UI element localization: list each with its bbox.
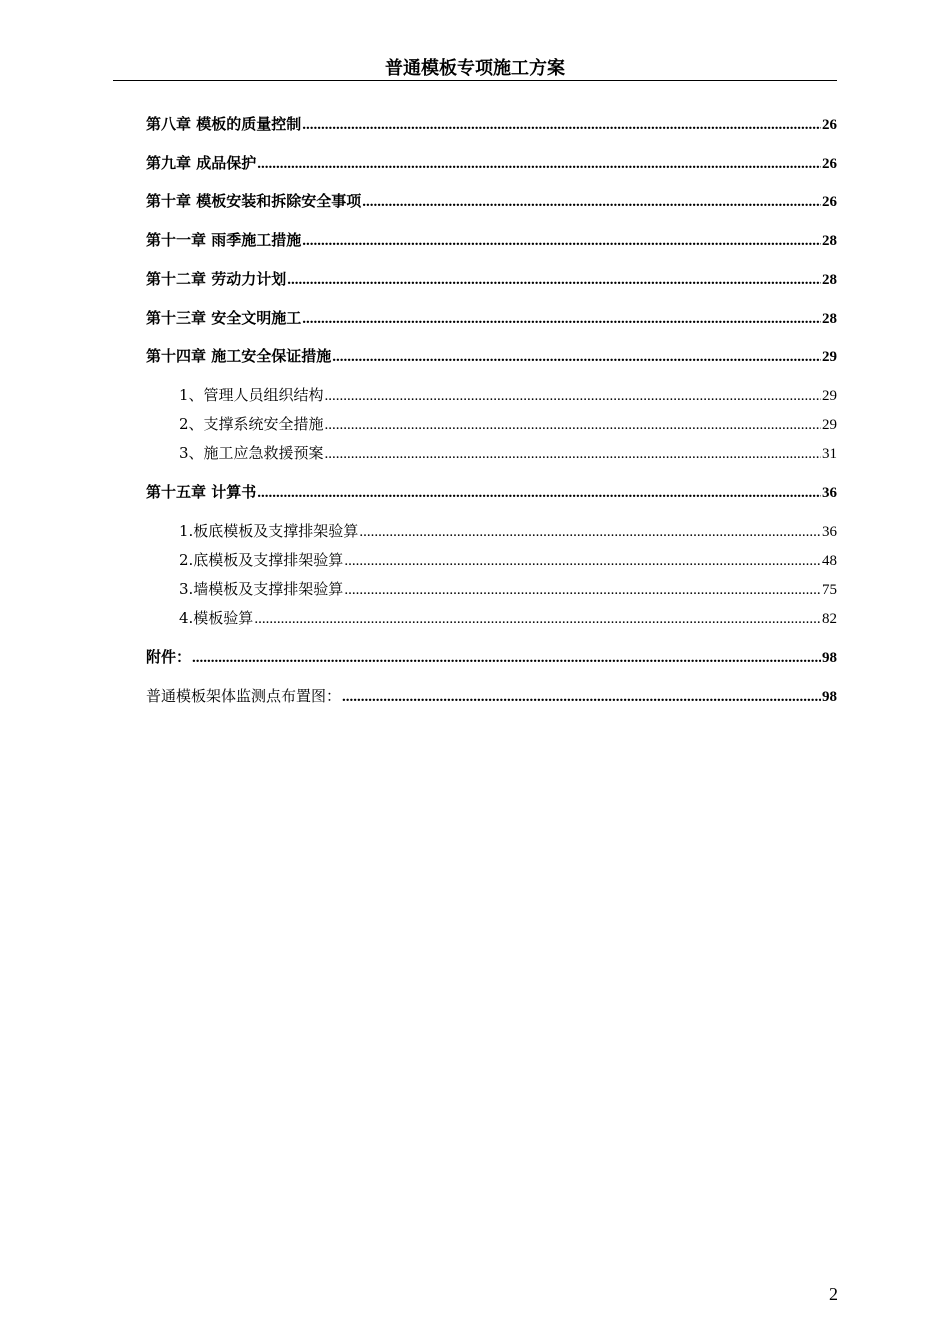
toc-entry-page: 26 [822,156,837,172]
toc-entry-page: 26 [822,117,837,133]
toc-entry [146,190,837,212]
toc-entry-label: 第八章 模板的质量控制 [146,115,302,133]
toc-entry-label: 第十四章 施工安全保证措施 [146,347,332,365]
toc-entry [146,481,837,503]
toc-dot-leader [325,414,821,435]
toc-dot-leader [325,443,821,464]
toc-entry-page: 82 [822,611,837,627]
toc-entry-label: 附件： [146,648,192,666]
toc-entry-label: 第十二章 劳动力计划 [146,270,287,288]
toc-entry [146,229,837,251]
toc-entry [146,268,837,290]
toc-entry [179,607,837,629]
toc-entry-label: 普通模板架体监测点布置图： [146,687,342,705]
toc-entry-label: 1.板底模板及支撑排架验算 [179,522,359,540]
toc-entry-page: 75 [822,582,837,598]
toc-entry-page: 31 [822,446,837,462]
toc-dot-leader [332,346,821,367]
page-header-title: 普通模板专项施工方案 [385,58,565,79]
toc-entry-label: 4.模板验算 [179,609,254,627]
toc-entry [179,520,837,542]
toc-dot-leader [302,114,821,135]
toc-dot-leader [302,308,821,329]
toc-entry-page: 29 [822,417,837,433]
toc-dot-leader [287,269,821,290]
toc-entry-label: 2、支撑系统安全措施 [179,415,324,433]
toc-dot-leader [254,608,821,629]
toc-entry-page: 29 [822,349,837,365]
toc-dot-leader [325,385,821,406]
toc-entry-label: 3、施工应急救援预案 [179,444,324,462]
toc-entry-page: 26 [822,194,837,210]
toc-entry-page: 36 [822,485,837,501]
toc-dot-leader [257,482,821,503]
toc-entry [146,646,837,668]
toc-dot-leader [344,579,821,600]
toc-entry-page: 28 [822,311,837,327]
toc-dot-leader [362,191,821,212]
toc-dot-leader [342,686,821,707]
toc-entry-page: 98 [822,650,837,666]
toc-entry-label: 第九章 成品保护 [146,154,257,172]
toc-entry [146,307,837,329]
toc-entry-label: 第十三章 安全文明施工 [146,309,302,327]
toc-entry [179,549,837,571]
toc-entry-page: 48 [822,553,837,569]
toc-entry [146,152,837,174]
toc-entry [179,442,837,464]
toc-entry-page: 28 [822,272,837,288]
toc-dot-leader [257,153,821,174]
toc-entry [179,578,837,600]
toc-entry-label: 1、管理人员组织结构 [179,386,324,404]
toc-entry-label: 2.底模板及支撑排架验算 [179,551,344,569]
toc-entry [179,413,837,435]
toc-entry-label: 第十五章 计算书 [146,483,257,501]
toc-entry [146,113,837,135]
toc-entry [146,345,837,367]
toc-entry-label: 第十一章 雨季施工措施 [146,231,302,249]
toc-dot-leader [302,230,821,251]
toc-entry-label: 第十章 模板安装和拆除安全事项 [146,192,362,210]
toc-entry [146,685,837,707]
toc-entry-page: 36 [822,524,837,540]
toc-dot-leader [344,550,821,571]
toc-entry-label: 3.墙模板及支撑排架验算 [179,580,344,598]
toc-dot-leader [359,521,821,542]
toc-entry-page: 98 [822,689,837,705]
toc-entry [179,384,837,406]
toc-dot-leader [192,647,821,668]
toc-entry-page: 29 [822,388,837,404]
toc-entry-page: 28 [822,233,837,249]
page-number: 2 [829,1284,838,1304]
